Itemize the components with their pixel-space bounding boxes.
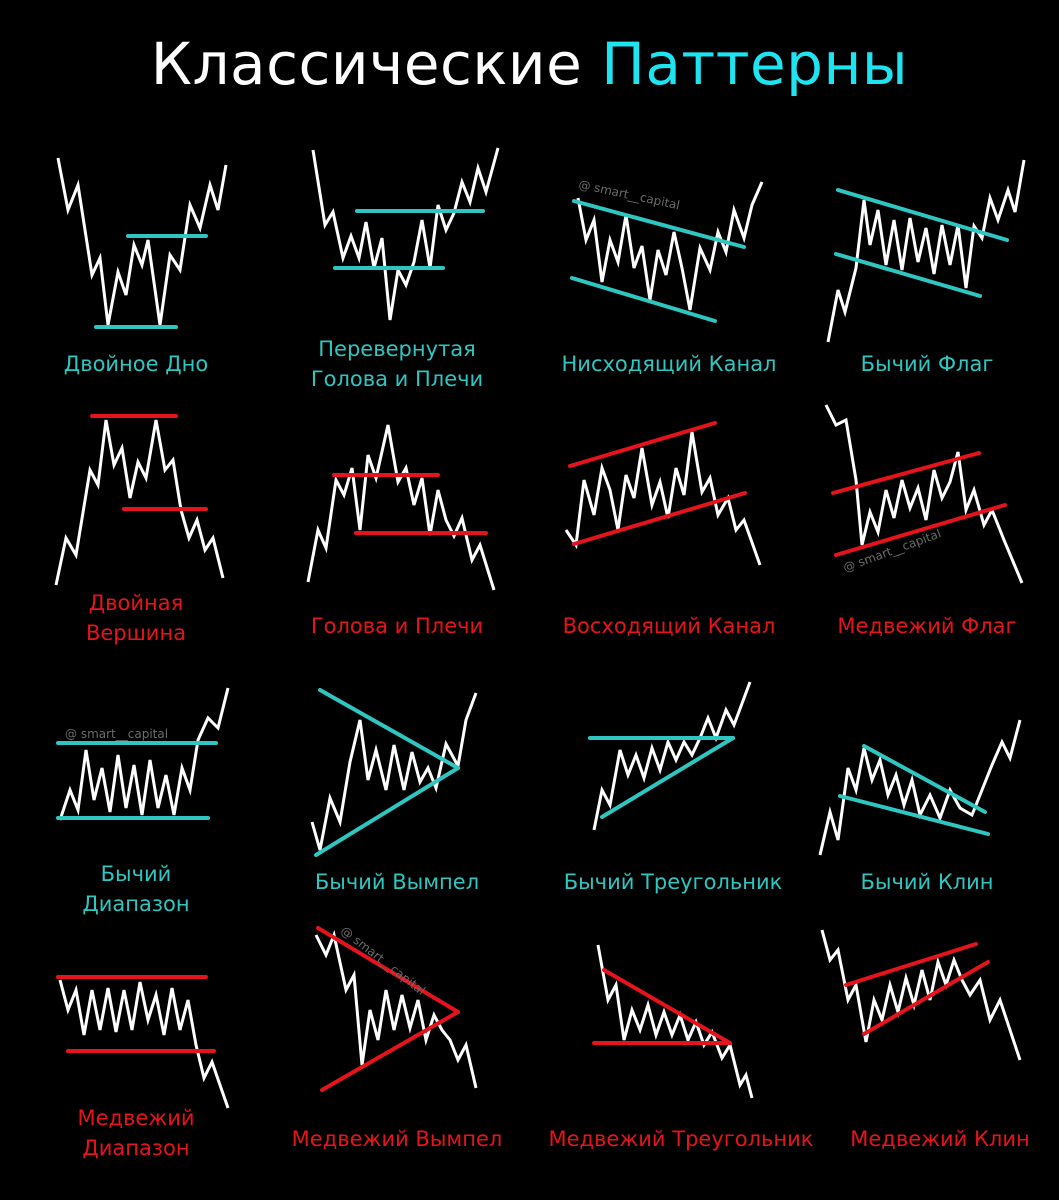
pattern-label-line: Медвежий xyxy=(77,1106,195,1130)
pattern-label xyxy=(311,337,483,391)
pattern-label-line: Медвежий Вымпел xyxy=(291,1127,503,1151)
price-line xyxy=(308,425,494,590)
pattern-label-line: Двойная xyxy=(88,591,184,615)
pattern-label xyxy=(850,1127,1029,1151)
pattern-label-line: Медвежий Флаг xyxy=(837,614,1017,638)
pattern-label xyxy=(77,1106,194,1160)
pattern-label-line: Диапазон xyxy=(82,892,190,916)
watermark-text: @ smart__capital xyxy=(338,923,428,998)
pattern-label-line: Голова и Плечи xyxy=(310,614,484,638)
watermark-text: @ smart__capital xyxy=(841,526,943,575)
pattern-label xyxy=(549,1127,814,1151)
pattern-9 xyxy=(312,690,476,855)
pattern-label-line: Диапазон xyxy=(82,1136,190,1160)
price-line xyxy=(316,935,476,1088)
title-part1: Классические xyxy=(150,30,583,98)
pattern-label-line: Бычий Треугольник xyxy=(563,870,783,894)
pattern-13 xyxy=(316,928,476,1090)
trend-line xyxy=(864,746,985,812)
pattern-label-line: Голова и Плечи xyxy=(310,367,484,391)
pattern-label-line: Медвежий Треугольник xyxy=(548,1127,814,1151)
pattern-label xyxy=(64,352,208,376)
price-line xyxy=(828,160,1024,342)
price-line xyxy=(60,688,228,820)
pattern-label-line: Восходящий Канал xyxy=(562,614,776,638)
pattern-3 xyxy=(828,160,1024,342)
pattern-label-line: Медвежий Клин xyxy=(850,1127,1030,1151)
pattern-label xyxy=(563,614,776,638)
pattern-1 xyxy=(313,148,498,320)
price-line xyxy=(56,420,223,585)
pattern-5 xyxy=(308,425,494,590)
pattern-label-line: Бычий Флаг xyxy=(860,352,994,376)
pattern-label xyxy=(861,352,994,376)
pattern-6 xyxy=(566,423,760,565)
pattern-label xyxy=(311,614,483,638)
pattern-label xyxy=(292,1127,503,1151)
watermark-text: @ smart__capital xyxy=(65,727,169,741)
pattern-10 xyxy=(590,682,750,830)
trend-line xyxy=(574,493,745,544)
pattern-label-line: Перевернутая xyxy=(318,337,476,361)
pattern-label-line: Нисходящий Канал xyxy=(561,352,777,376)
pattern-12 xyxy=(58,977,228,1108)
watermark-text: @ smart__capital xyxy=(577,177,682,213)
pattern-label-line: Бычий Клин xyxy=(860,870,994,894)
trend-line xyxy=(320,690,458,768)
pattern-label xyxy=(564,870,783,894)
pattern-label xyxy=(82,862,189,916)
pattern-15 xyxy=(822,930,1020,1060)
pattern-label xyxy=(837,614,1016,638)
pattern-label xyxy=(86,591,186,645)
price-line xyxy=(822,930,1020,1060)
pattern-label-line: Бычий Вымпел xyxy=(314,870,480,894)
price-line xyxy=(820,720,1020,855)
price-line xyxy=(598,945,752,1098)
pattern-label-line: Вершина xyxy=(85,621,187,645)
trend-line xyxy=(602,738,733,817)
pattern-0 xyxy=(58,158,226,327)
pattern-14 xyxy=(594,945,752,1098)
pattern-11 xyxy=(820,720,1020,855)
pattern-label-line: Двойное Дно xyxy=(63,352,209,376)
trend-line xyxy=(322,1012,458,1090)
pattern-label xyxy=(562,352,777,376)
price-line xyxy=(313,148,498,320)
price-line xyxy=(60,980,228,1108)
pattern-label xyxy=(860,870,993,894)
pattern-8 xyxy=(58,688,228,820)
pattern-label-line: Бычий xyxy=(100,862,172,886)
price-line xyxy=(58,158,226,325)
pattern-label xyxy=(315,870,479,894)
trend-line xyxy=(836,254,980,296)
title-part2: Паттерны xyxy=(601,30,909,98)
pattern-4 xyxy=(56,416,223,585)
